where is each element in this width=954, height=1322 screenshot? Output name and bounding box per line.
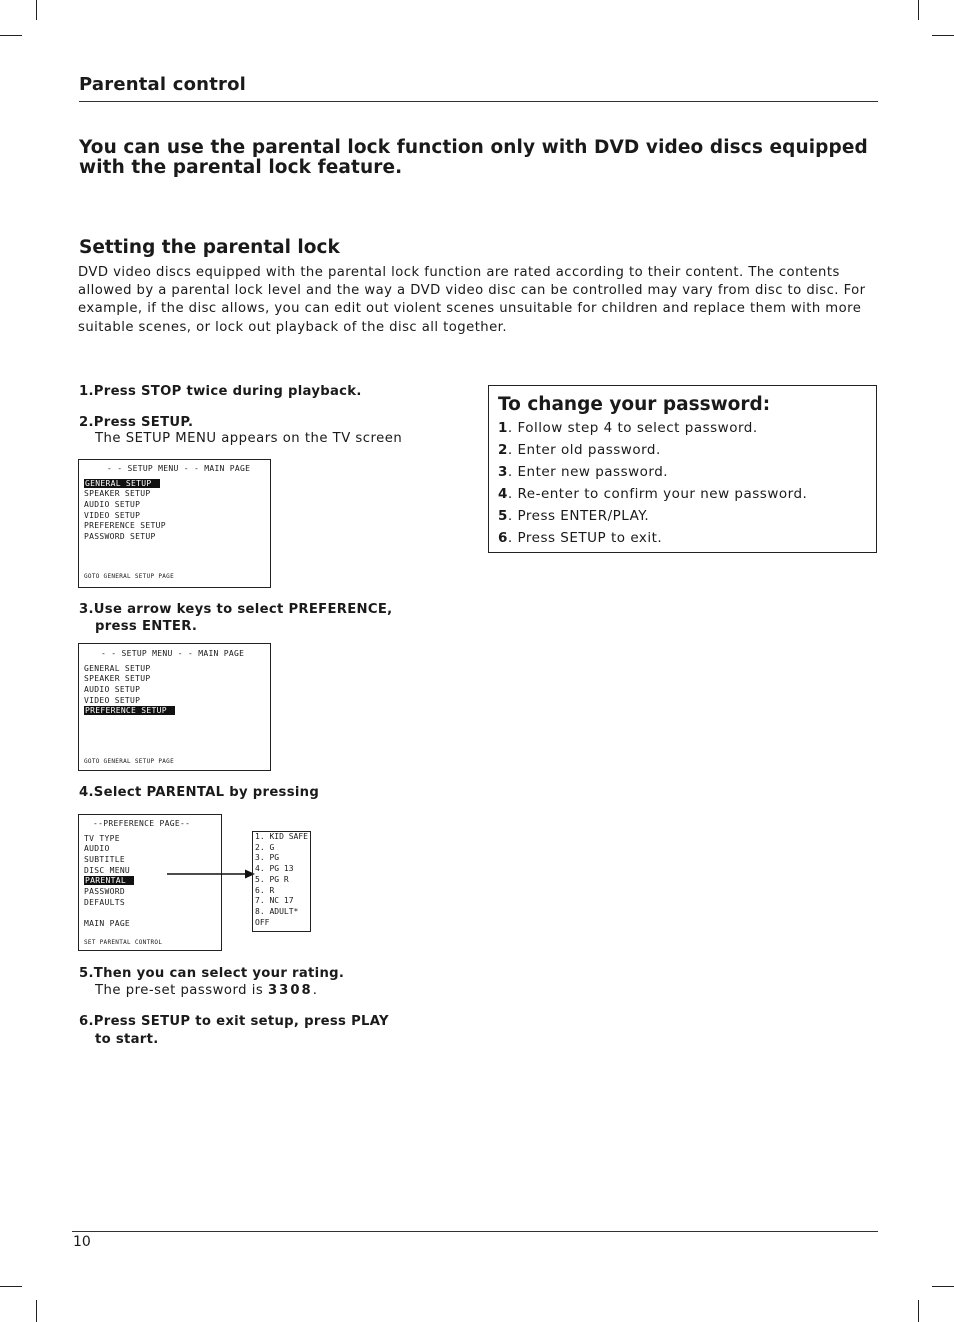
menu-item: AUDIO [84,844,110,853]
rating-item: OFF [255,917,270,927]
crop-mark [36,0,37,20]
menu-item-selected: PREFERENCE SETUP [84,706,175,716]
rating-item: 5. PG R [255,874,289,884]
arrow-right-icon [165,866,257,882]
crop-mark [918,1300,919,1322]
step-2: 2.Press SETUP. [79,415,194,430]
rating-item: 3. PG [255,853,280,863]
step-2-note: The SETUP MENU appears on the TV screen [95,431,403,446]
menu-item: GENERAL SETUP [84,664,151,673]
step-3-text-cont: press ENTER. [95,619,198,634]
menu-item: PREFERENCE SETUP [84,521,166,530]
password-step: 5. Press ENTER/PLAY. [498,508,650,524]
password-step: 4. Re-enter to confirm your new password. [498,486,808,502]
step-5-text: Then you can select your rating. [93,966,345,981]
menu-item: PASSWORD SETUP [84,532,156,541]
crop-mark [36,1300,37,1322]
setup-menu-screen-1 [78,459,271,588]
screen-footer: GOTO GENERAL SETUP PAGE [84,758,174,765]
crop-mark [0,35,22,36]
crop-mark [932,1286,954,1287]
change-password-title: To change your password: [498,394,771,415]
step-3: 3.Use arrow keys to select PREFERENCE, [79,602,393,617]
rating-item: 1. KID SAFE [255,832,308,841]
password-step: 1. Follow step 4 to select password. [498,420,758,436]
step-6-text: Press SETUP to exit setup, press PLAY [93,1014,389,1029]
crop-mark [918,0,919,20]
lead-statement: You can use the parental lock function only with DVD video discs equipped with the parental lock feature. [79,137,868,178]
menu-item-selected: GENERAL SETUP [84,479,160,489]
rating-item: 8. ADULT* [255,906,299,916]
step-5-note: The pre-set password is 3308. [95,983,318,998]
menu-item: AUDIO SETUP [84,685,141,694]
rating-item: 7. NC 17 [255,896,294,906]
step-4: 4.Select PARENTAL by pressing [79,785,320,800]
screen-header: - - SETUP MENU - - MAIN PAGE [101,649,245,658]
menu-item: SPEAKER SETUP [84,489,151,498]
intro-paragraph: DVD video discs equipped with the parental lock function are rated according to their content. The contents allowed by a parental lock level and the way a DVD video disc can be controlled may vary from disc to disc. For example, if the disc allows, you can edit out violent scenes unsuitable for children and replace them with more suitable scenes, or lock out playback of the disc all together. [78,265,866,335]
preset-password: 3308 [267,983,313,998]
rating-list [252,831,311,932]
password-step: 6. Press SETUP to exit. [498,530,663,546]
menu-item: MAIN PAGE [84,919,131,928]
preference-page-screen [78,814,222,951]
rating-item: 4. PG 13 [255,864,294,874]
menu-item: TV TYPE [84,834,120,843]
page-number: 10 [73,1234,91,1250]
menu-item-selected: PARENTAL [84,876,134,886]
password-step: 3. Enter new password. [498,464,669,480]
menu-item: DEFAULTS [84,898,125,907]
menu-item: VIDEO SETUP [84,696,141,705]
menu-item: DISC MENU [84,866,131,875]
screen-header: --PREFERENCE PAGE-- [93,819,191,828]
change-password-box [488,385,877,553]
step-6-text-cont: to start. [95,1032,159,1047]
step-6: 6.Press SETUP to exit setup, press PLAY [79,1014,389,1029]
step-2-text: Press SETUP. [93,415,194,430]
menu-item: VIDEO SETUP [84,511,141,520]
step-4-text: Select PARENTAL by pressing [93,785,320,800]
rating-item: 2. G [255,842,275,852]
section-title: Parental control [79,74,247,95]
menu-item: PASSWORD [84,887,125,896]
step-1: 1.Press STOP twice during playback. [79,384,362,399]
screen-footer: GOTO GENERAL SETUP PAGE [84,573,174,580]
screen-header: - - SETUP MENU - - MAIN PAGE [107,464,251,473]
menu-item: SPEAKER SETUP [84,674,151,683]
password-step: 2. Enter old password. [498,442,661,458]
footer-rule [72,1231,878,1232]
crop-mark [0,1286,22,1287]
rating-item: 6. R [255,885,275,895]
menu-item: SUBTITLE [84,855,125,864]
step-5: 5.Then you can select your rating. [79,966,345,981]
screen-footer: SET PARENTAL CONTROL [84,939,163,946]
header-rule [79,101,878,102]
step-1-text: Press STOP twice during playback. [93,384,362,399]
setup-menu-screen-2 [78,643,271,771]
crop-mark [932,35,954,36]
step-3-text: Use arrow keys to select PREFERENCE, [93,602,393,617]
subsection-title: Setting the parental lock [79,237,340,258]
menu-item: AUDIO SETUP [84,500,141,509]
